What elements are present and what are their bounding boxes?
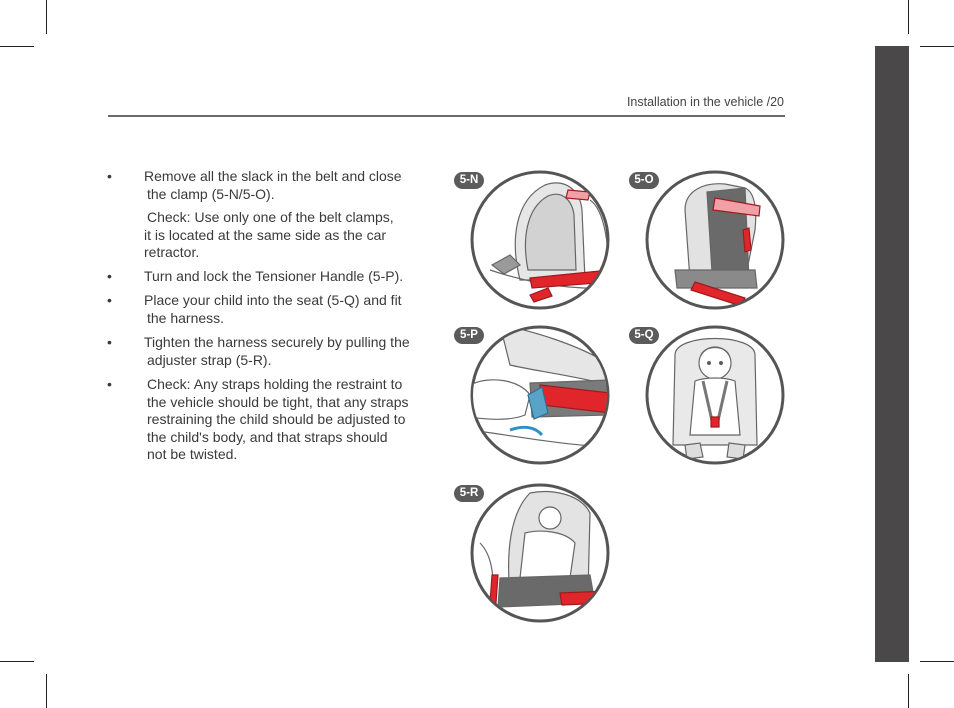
car-seat-belt-clamp-illustration [645, 170, 785, 310]
bullet: • [107, 334, 112, 350]
chapter-tab [875, 46, 909, 662]
figure-label: 5-N [454, 172, 484, 189]
instruction-line: adjuster strap (5-R). [147, 351, 272, 368]
instruction-line: Turn and lock the Tensioner Handle (5-P). [144, 267, 404, 284]
tensioner-handle-illustration [470, 325, 610, 465]
harness-adjuster-pull-illustration [470, 483, 610, 623]
figure-label: 5-Q [629, 327, 659, 344]
instruction-item [106, 268, 436, 286]
instruction-line: it is located at the same side as the car [144, 226, 387, 243]
figure-5-r [459, 483, 610, 623]
bullet: • [107, 168, 112, 184]
figure-5-o [634, 170, 785, 310]
instruction-line: retractor. [144, 244, 200, 260]
page-header-title: Installation in the vehicle /20 [626, 95, 784, 109]
instruction-line: restraining the child should be adjusted to [147, 411, 406, 427]
crop-mark [0, 661, 34, 662]
car-seat-belt-routing-illustration [470, 170, 610, 310]
instruction-line: Check: Use only one of the belt clamps, [147, 209, 394, 225]
crop-mark [908, 674, 909, 708]
crop-mark [46, 674, 47, 708]
instruction-line: Tighten the harness securely by pulling the [144, 334, 410, 350]
instruction-line: Place your child into the seat (5-Q) and fit [144, 292, 402, 308]
instruction-item [106, 292, 436, 327]
crop-mark [0, 46, 34, 47]
figure-5-n [459, 170, 610, 310]
instruction-line: not be twisted. [147, 446, 238, 462]
instruction-line: the vehicle should be tight, that any straps [147, 393, 409, 410]
instruction-note [106, 209, 436, 262]
crop-mark [920, 661, 954, 662]
figure-label: 5-R [454, 485, 484, 502]
instruction-list [106, 168, 436, 471]
instruction-line: the clamp (5-N/5-O). [147, 185, 275, 202]
bullet: • [107, 267, 112, 284]
crop-mark [908, 0, 909, 34]
crop-mark [46, 0, 47, 34]
instruction-item [106, 168, 436, 203]
instruction-item [106, 334, 436, 369]
figure-label: 5-P [454, 327, 484, 344]
figure-label: 5-O [629, 172, 659, 189]
instruction-line: the harness. [147, 309, 225, 326]
figure-5-q [634, 325, 785, 465]
header-divider [108, 115, 785, 117]
figure-5-p [460, 325, 610, 465]
instruction-line: Remove all the slack in the belt and close [144, 168, 402, 184]
instruction-line: Check: Any straps holding the restraint to [147, 376, 403, 392]
instruction-item [106, 376, 436, 464]
bullet: • [107, 292, 112, 308]
instruction-line: the child's body, and that straps should [147, 428, 388, 445]
bullet: • [107, 376, 112, 392]
child-in-seat-harness-illustration [645, 325, 785, 465]
crop-mark [920, 46, 954, 47]
